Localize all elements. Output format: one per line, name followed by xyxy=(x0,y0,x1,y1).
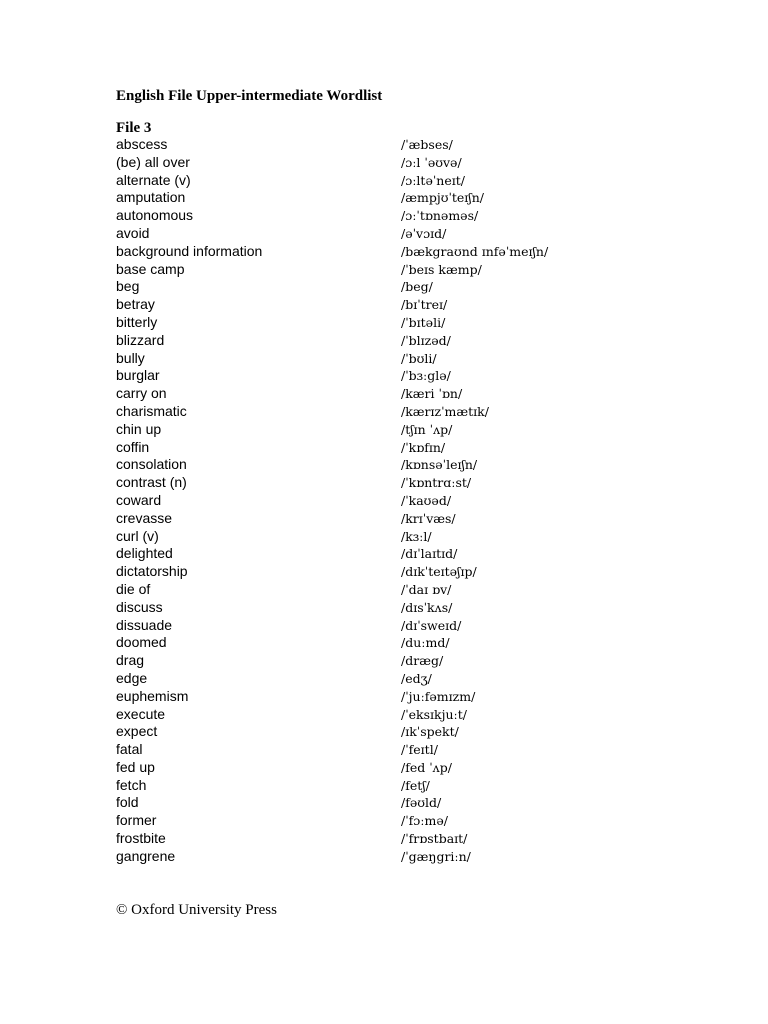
entry-word: execute xyxy=(116,705,166,722)
list-item xyxy=(116,189,596,207)
entry-phonetic: /tʃɪn ˈʌp/ xyxy=(401,421,453,437)
entry-phonetic: /ˈkɒntrɑːst/ xyxy=(401,475,472,491)
entry-word: contrast (n) xyxy=(116,474,187,491)
entry-word: charismatic xyxy=(116,402,187,419)
entry-word: avoid xyxy=(116,224,150,241)
list-item xyxy=(116,706,596,724)
entry-phonetic: /kæri ˈɒn/ xyxy=(401,386,463,402)
list-item xyxy=(116,670,596,688)
entry-word: coward xyxy=(116,491,162,508)
entry-phonetic: /duːmd/ xyxy=(401,635,450,651)
entry-phonetic: /ˈblɪzəd/ xyxy=(401,332,451,348)
entry-phonetic: /fetʃ/ xyxy=(401,777,430,793)
entry-phonetic: /beg/ xyxy=(401,279,433,295)
entry-word: bitterly xyxy=(116,313,158,330)
entry-phonetic: /ˈkaʊəd/ xyxy=(401,492,452,508)
entry-phonetic: /bækgraʊnd ɪnfəˈmeɪʃn/ xyxy=(401,243,549,259)
entry-word: background information xyxy=(116,242,263,259)
entry-phonetic: /kɒnsəˈleɪʃn/ xyxy=(401,457,478,473)
entry-word: carry on xyxy=(116,385,167,402)
list-item xyxy=(116,581,596,599)
list-item xyxy=(116,617,596,635)
entry-phonetic: /ˈfrɒstbaɪt/ xyxy=(401,831,468,847)
list-item xyxy=(116,492,596,510)
list-item xyxy=(116,563,596,581)
list-item xyxy=(116,225,596,243)
list-item xyxy=(116,812,596,830)
list-item xyxy=(116,848,596,866)
entry-word: autonomous xyxy=(116,207,194,224)
entry-word: edge xyxy=(116,669,148,686)
entry-phonetic: /ˈfɔːmə/ xyxy=(401,813,448,829)
section-heading: File 3 xyxy=(116,120,152,136)
entry-phonetic: /æmpjʊˈteɪʃn/ xyxy=(401,190,484,206)
entry-word: alternate (v) xyxy=(116,171,191,188)
list-item xyxy=(116,261,596,279)
entry-phonetic: /ˈeksɪkjuːt/ xyxy=(401,706,467,722)
list-item xyxy=(116,510,596,528)
entry-word: beg xyxy=(116,278,140,295)
entry-phonetic: /ˈdaɪ ɒv/ xyxy=(401,581,452,597)
list-item xyxy=(116,723,596,741)
entry-word: coffin xyxy=(116,438,150,455)
list-item xyxy=(116,741,596,759)
list-item xyxy=(116,207,596,225)
list-item xyxy=(116,421,596,439)
entry-word: burglar xyxy=(116,367,160,384)
list-item xyxy=(116,403,596,421)
wordlist xyxy=(116,136,596,866)
entry-word: former xyxy=(116,812,157,829)
entry-phonetic: /ˈbɪtəli/ xyxy=(401,314,446,330)
list-item xyxy=(116,314,596,332)
entry-phonetic: /dɪˈlaɪtɪd/ xyxy=(401,546,458,562)
entry-word: fatal xyxy=(116,741,143,758)
entry-word: expect xyxy=(116,723,158,740)
entry-word: betray xyxy=(116,296,155,313)
entry-phonetic: /ˈjuːfəmɪzm/ xyxy=(401,688,476,704)
list-item xyxy=(116,634,596,652)
entry-phonetic: /fəʊld/ xyxy=(401,795,442,811)
entry-word: crevasse xyxy=(116,509,173,526)
list-item xyxy=(116,688,596,706)
entry-phonetic: /dræg/ xyxy=(401,653,444,669)
entry-word: curl (v) xyxy=(116,527,159,544)
list-item xyxy=(116,794,596,812)
entry-phonetic: /kɜːl/ xyxy=(401,528,432,544)
entry-word: die of xyxy=(116,580,151,597)
entry-word: dissuade xyxy=(116,616,173,633)
list-item xyxy=(116,456,596,474)
entry-word: bully xyxy=(116,349,145,366)
list-item xyxy=(116,172,596,190)
list-item xyxy=(116,830,596,848)
list-item xyxy=(116,350,596,368)
entry-phonetic: /ɔːl ˈəʊvə/ xyxy=(401,154,462,170)
list-item xyxy=(116,599,596,617)
list-item xyxy=(116,439,596,457)
entry-word: fetch xyxy=(116,776,147,793)
list-item xyxy=(116,385,596,403)
list-item xyxy=(116,777,596,795)
entry-phonetic: /ˈkɒfɪn/ xyxy=(401,439,446,455)
entry-phonetic: /edʒ/ xyxy=(401,670,432,686)
entry-phonetic: /ˈbɜːglə/ xyxy=(401,368,451,384)
entry-word: drag xyxy=(116,652,145,669)
entry-word: amputation xyxy=(116,189,186,206)
entry-word: discuss xyxy=(116,598,163,615)
entry-phonetic: /ɔːˈtɒnəməs/ xyxy=(401,208,479,224)
entry-word: doomed xyxy=(116,634,167,651)
entry-phonetic: /ˈæbses/ xyxy=(401,137,453,152)
entry-word: euphemism xyxy=(116,687,189,704)
entry-word: chin up xyxy=(116,420,162,437)
entry-word: delighted xyxy=(116,545,173,562)
document-title: English File Upper-intermediate Wordlist xyxy=(116,88,383,104)
list-item xyxy=(116,296,596,314)
entry-phonetic: /dɪsˈkʌs/ xyxy=(401,599,453,615)
entry-phonetic: /dɪkˈteɪtəʃɪp/ xyxy=(401,564,477,580)
entry-word: fed up xyxy=(116,758,155,775)
copyright-footer: © Oxford University Press xyxy=(116,902,277,918)
entry-phonetic: /ˈbeɪs kæmp/ xyxy=(401,261,482,277)
list-item xyxy=(116,528,596,546)
entry-phonetic: /ˈgæŋgriːn/ xyxy=(401,848,471,864)
entry-word: abscess xyxy=(116,136,168,152)
list-item xyxy=(116,136,596,154)
entry-phonetic: /kærɪzˈmætɪk/ xyxy=(401,403,489,419)
entry-word: blizzard xyxy=(116,331,165,348)
entry-phonetic: /dɪˈsweɪd/ xyxy=(401,617,462,633)
list-item xyxy=(116,154,596,172)
list-item xyxy=(116,545,596,563)
entry-phonetic: /ˈfeɪtl/ xyxy=(401,742,438,758)
entry-phonetic: /fed ˈʌp/ xyxy=(401,759,452,775)
entry-phonetic: /bɪˈtreɪ/ xyxy=(401,297,448,313)
entry-phonetic: /ɔːltəˈneɪt/ xyxy=(401,172,465,188)
entry-word: gangrene xyxy=(116,847,176,864)
list-item xyxy=(116,243,596,261)
entry-word: frostbite xyxy=(116,830,166,847)
entry-phonetic: /ˈbʊli/ xyxy=(401,350,437,366)
list-item xyxy=(116,367,596,385)
list-item xyxy=(116,474,596,492)
entry-word: base camp xyxy=(116,260,185,277)
list-item xyxy=(116,278,596,296)
entry-word: (be) all over xyxy=(116,153,190,170)
list-item xyxy=(116,652,596,670)
entry-phonetic: /əˈvɔɪd/ xyxy=(401,225,447,241)
entry-word: fold xyxy=(116,794,139,811)
entry-word: consolation xyxy=(116,456,187,473)
entry-phonetic: /krɪˈvæs/ xyxy=(401,510,456,526)
entry-word: dictatorship xyxy=(116,563,188,580)
list-item xyxy=(116,759,596,777)
entry-phonetic: /ɪkˈspekt/ xyxy=(401,724,459,740)
list-item xyxy=(116,332,596,350)
